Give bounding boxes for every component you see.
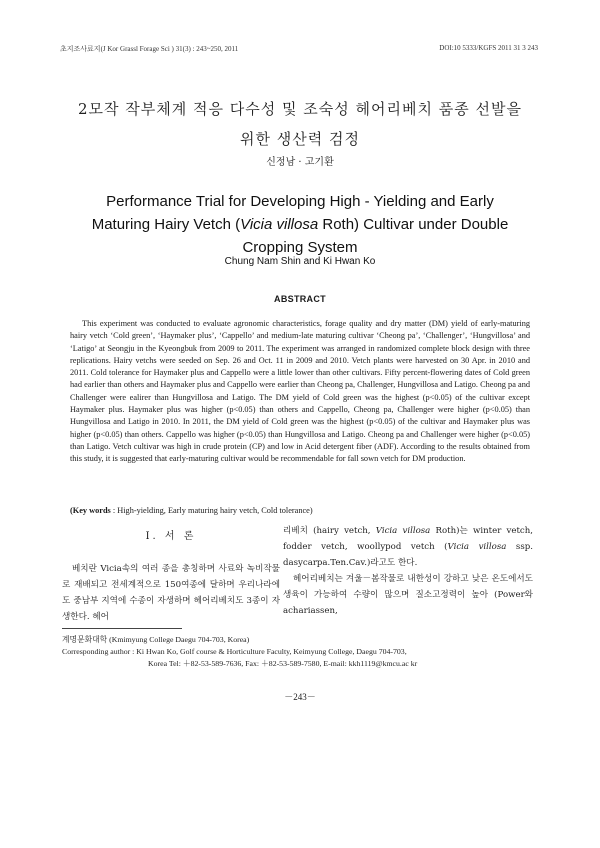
footnote-rule [62, 628, 182, 629]
korean-authors: 신정남 · 고기환 [266, 157, 334, 168]
intro-left-column: 베치란 Vicia속의 여러 종을 총칭하며 사료와 녹비작물로 재배되고 전세계적으로 150여종에 달하며 우리나라에도 중남부 지역에 수종이 자생하며 헤어리베치도 3종이 자생한다. 헤어 [62, 564, 280, 622]
keywords-text: : High-yielding, Early maturing hairy vetch, Cold tolerance) [110, 506, 313, 515]
page-number: －243－ [284, 692, 316, 702]
journal-header: 초지조사료지(J Kor Grassl Forage Sci ) 31(3) : 243~250, 2011 [60, 45, 239, 53]
english-title-line-2b: Roth) Cultivar under Double [318, 216, 509, 233]
intro-right-species-1: Vicia villosa [375, 526, 431, 536]
doi-header: DOI:10 5333/KGFS 2011 31 3 243 [439, 44, 538, 52]
english-title-line-2a: Maturing Hairy Vetch ( [91, 216, 241, 233]
keywords-label: (Key words [70, 506, 111, 515]
english-title-line-1: Performance Trial for Developing High - Yielding and Early [106, 193, 494, 210]
intro-right-column [283, 523, 533, 619]
english-title-line-2 [40, 213, 560, 236]
english-title-species: Vicia villosa [240, 216, 319, 233]
abstract-text: This experiment was conducted to evaluate agronomic characteristics, forage quality and dry matter (DM) yield of early-maturing hairy vetch ‘Cold green’, ‘Haymaker plus’, ‘Cappello’ and medium-late maturing cultivar ‘Cheong pa’, ‘Challenger’, ‘Hungvillosa’ and ‘Latigo’ at Seongju in the Kyeongbuk from 2009 to 2011. The experiment was arranged in randomized complete block design with three replications. Hairy vetchs were seeded on Sep. 26 and Oct. 11 in 2009 and 2010. Vetch plants were harvested on 30 Apr. in 2010 and 2011. Cold tolerance for Haymaker plus and Cappello were a little lower than other cultivars. Fifty percent-flowering dates of Cold green had earlier than others and Haymaker plus and Cappello were earlier than Cheong pa, Challenger, Hungvillosa and Latigo. Cheong pa and Challenger were ealirer than Hungvillosa and Latigo. The DM yield of Cold green was the highest (p<0.05) of the cultivar except Haymaker plus. Haymaker plus was higher (p<0.05) than others and Cappello, Cheong pa, Challenger were higher (p<0.05) than Hungvillosa and Latigo in 2010. In 2011, the DM yield of Cold green was the highest (p<0.05) of the cultivar and Haymaker plus was higher (p<0.05) than others. Cappello was higher (p<0.05) than Hungvillosa and Latigo. Cheong pa and Challenger were higher (p<0.05) than Latigo. Vetch cultivar was high in crude protein (CP) and low in Acid detergent fiber (ADF). According to the results obtained from this study, it is suggested that early-maturing cultivar would be recommendable for fall sown vetch for DM production. [70, 319, 530, 464]
intro-right-paragraph-2: 헤어리베치는 겨울－봄작물로 내한성이 강하고 낮은 온도에서도 생육이 가능하여 수량이 많으며 질소고정력이 높아 (Power와 achariassen, [283, 574, 533, 616]
section-title-introduction: Ⅰ. 서 론 [145, 531, 197, 542]
footnote-contact: Korea Tel: ＋82-53-589-7636, Fax: ＋82-53-589-7580, E-mail: kkh1119@kmcu.ac kr [148, 659, 418, 668]
footnote-corresponding: Corresponding author : Ki Hwan Ko, Golf course & Horticulture Faculty, Keimyung College, Daegu 704-703, [62, 647, 407, 656]
korean-title-line-1: 2모작 작부체계 적응 다수성 및 조숙성 헤어리베치 품종 선발을 [78, 100, 522, 118]
intro-right-species-2: Vicia villosa [447, 542, 507, 552]
intro-right-1a: 리베치 (hairy vetch, [283, 526, 376, 536]
english-title-line-3: Cropping System [242, 239, 358, 256]
keywords [70, 506, 530, 515]
intro-right-1c: ssp. dasycarpa.Ten.Cav.)라고도 한다. [283, 542, 533, 568]
abstract-heading: ABSTRACT [274, 294, 326, 304]
footnote-affiliation: 계명문화대학 (Kmimyung College Daegu 704-703, Korea) [62, 635, 250, 644]
english-authors: Chung Nam Shin and Ki Hwan Ko [224, 256, 376, 267]
korean-title-line-2: 위한 생산력 검정 [240, 130, 360, 148]
intro-right-1b: Roth)는 winter vetch, fodder vetch, woollypod vetch ( [283, 526, 534, 552]
